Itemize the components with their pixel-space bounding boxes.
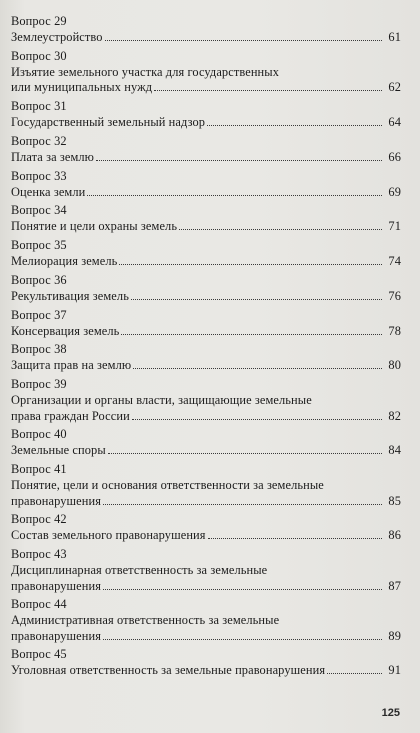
toc-entry — [11, 547, 401, 594]
question-title: Мелиорация земель — [11, 254, 118, 269]
question-title: Землеустройство — [11, 30, 103, 44]
question-number: Вопрос 36 — [11, 272, 67, 287]
toc-line — [11, 80, 401, 95]
question-title: Состав земельного правонарушения — [11, 528, 206, 543]
toc-entry — [11, 238, 401, 269]
question-number: Вопрос 35 — [11, 238, 67, 253]
dot-leader — [208, 538, 382, 539]
dot-leader — [108, 453, 382, 454]
question-number: Вопрос 44 — [11, 597, 67, 612]
toc-page-number: 78 — [388, 323, 401, 338]
dot-leader — [133, 368, 382, 369]
question-title-line: Понятие, цели и основания ответственности за земельные — [11, 478, 324, 493]
question-title: Государственный земельный надзор — [11, 114, 206, 129]
toc-entry — [11, 308, 401, 339]
question-number: Вопрос 32 — [11, 133, 67, 148]
toc-line — [11, 289, 401, 304]
dot-leader — [132, 419, 382, 420]
dot-leader — [207, 125, 382, 126]
toc-line — [11, 443, 401, 458]
question-title: Защита прав на землю — [11, 358, 132, 373]
question-number: Вопрос 29 — [11, 14, 67, 28]
toc-entry — [11, 273, 401, 304]
dot-leader — [96, 160, 382, 161]
toc-page-number: 64 — [388, 114, 401, 129]
toc-line — [11, 629, 401, 644]
question-title-line: Дисциплинарная ответственность за земельные — [11, 563, 268, 578]
question-title: правонарушения — [11, 493, 102, 508]
toc-page-number: 91 — [388, 663, 401, 678]
question-title: Плата за землю — [11, 149, 95, 164]
question-title-line: Изъятие земельного участка для государственных — [11, 64, 279, 79]
toc-entry — [11, 512, 401, 543]
toc-page-number: 82 — [388, 408, 401, 423]
question-title: Оценка земли — [11, 184, 86, 199]
question-number: Вопрос 33 — [11, 168, 67, 183]
toc-line — [11, 663, 401, 678]
toc-line — [11, 409, 401, 424]
dot-leader — [131, 299, 382, 300]
toc-line — [11, 324, 401, 339]
question-title: или муниципальных нужд — [11, 80, 153, 95]
question-number: Вопрос 41 — [11, 462, 67, 477]
question-title-line: Организации и органы власти, защищающие земельные — [11, 393, 312, 408]
question-title: права граждан России — [11, 408, 130, 423]
toc-page-number: 66 — [388, 149, 401, 164]
toc-page-number: 69 — [388, 184, 401, 199]
toc-entry — [11, 377, 401, 424]
toc-page-number: 87 — [388, 578, 401, 593]
dot-leader — [103, 504, 382, 505]
question-title: Земельные споры — [11, 443, 106, 458]
toc-line — [11, 30, 401, 45]
toc-page-number: 85 — [388, 493, 401, 508]
question-title: Понятие и цели охраны земель — [11, 219, 178, 234]
question-number: Вопрос 34 — [11, 203, 67, 218]
dot-leader — [103, 639, 382, 640]
dot-leader — [327, 673, 382, 674]
question-number: Вопрос 45 — [11, 647, 67, 662]
toc-entry — [11, 49, 401, 96]
toc-entry — [11, 597, 401, 644]
question-title: правонарушения — [11, 628, 102, 643]
toc-entry — [11, 647, 401, 678]
toc-entry — [11, 169, 401, 200]
dot-leader — [121, 334, 382, 335]
question-number: Вопрос 42 — [11, 512, 67, 527]
toc-page-number: 71 — [388, 219, 401, 234]
toc-entry — [11, 203, 401, 234]
toc-page-number: 89 — [388, 628, 401, 643]
question-number: Вопрос 31 — [11, 98, 67, 113]
dot-leader — [103, 589, 382, 590]
toc-entry — [11, 14, 401, 45]
toc-page-number: 61 — [388, 30, 401, 44]
dot-leader — [87, 195, 382, 196]
question-number: Вопрос 37 — [11, 307, 67, 322]
dot-leader — [105, 40, 382, 41]
toc-line — [11, 115, 401, 130]
question-title: Уголовная ответственность за земельные правонарушения — [11, 663, 326, 678]
question-number: Вопрос 39 — [11, 377, 67, 392]
question-title: правонарушения — [11, 578, 102, 593]
toc-line — [11, 528, 401, 543]
toc-entry — [11, 427, 401, 458]
question-number: Вопрос 43 — [11, 547, 67, 562]
question-number: Вопрос 40 — [11, 427, 67, 442]
toc-entry — [11, 99, 401, 130]
toc-line — [11, 185, 401, 200]
dot-leader — [179, 229, 382, 230]
toc-line — [11, 579, 401, 594]
toc-page-number: 74 — [388, 254, 401, 269]
table-of-contents — [11, 14, 401, 679]
dot-leader — [154, 90, 382, 91]
dot-leader — [119, 264, 382, 265]
question-title: Рекультивация земель — [11, 288, 129, 303]
question-title: Консервация земель — [11, 323, 120, 338]
question-title-line: Административная ответственность за земельные — [11, 613, 280, 628]
toc-entry — [11, 342, 401, 373]
toc-page-number: 62 — [388, 80, 401, 95]
page-number: 125 — [381, 707, 400, 719]
toc-line — [11, 494, 401, 509]
toc-page-number: 76 — [388, 288, 401, 303]
toc-line — [11, 219, 401, 234]
toc-page-number: 86 — [388, 528, 401, 543]
toc-entry — [11, 134, 401, 165]
question-number: Вопрос 30 — [11, 48, 67, 63]
toc-line — [11, 254, 401, 269]
question-number: Вопрос 38 — [11, 342, 67, 357]
toc-page-number: 84 — [388, 443, 401, 458]
toc-page-number: 80 — [388, 358, 401, 373]
toc-entry — [11, 462, 401, 509]
toc-line — [11, 358, 401, 373]
toc-line — [11, 150, 401, 165]
